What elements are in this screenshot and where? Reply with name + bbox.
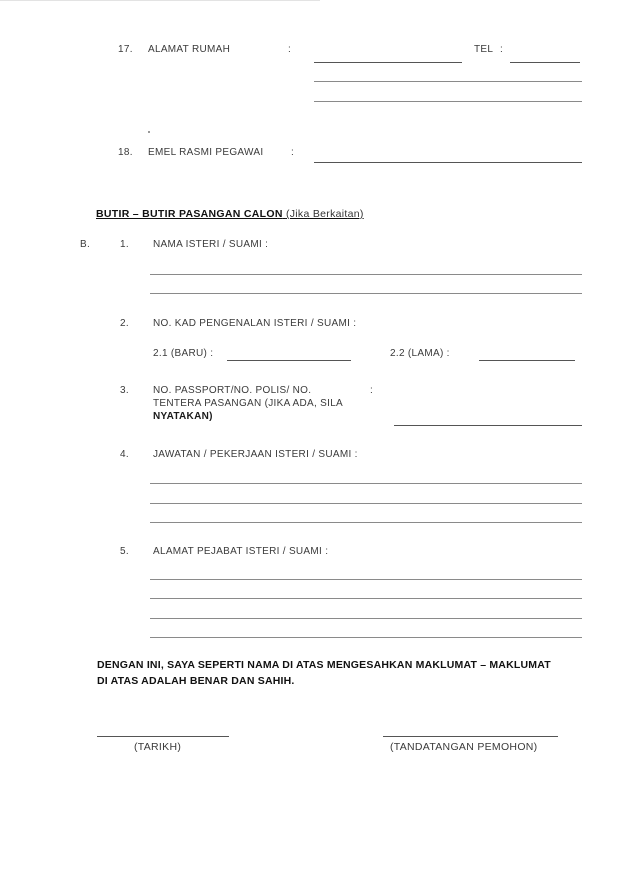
q-b3-label-line3: NYATAKAN) [153, 411, 213, 422]
section-b-heading-note: (Jika Berkaitan) [285, 208, 364, 220]
q-b3-label-line2: TENTERA PASANGAN (JIKA ADA, SILA [153, 398, 344, 409]
date-field[interactable] [97, 736, 229, 737]
q-b4-label: JAWATAN / PEKERJAAN ISTERI / SUAMI : [153, 449, 358, 460]
spouse-name-field-2[interactable] [150, 293, 582, 294]
signature-label: (TANDATANGAN PEMOHON) [390, 741, 538, 753]
tel-label: TEL [474, 44, 494, 55]
ic-old-label: 2.2 (LAMA) : [390, 348, 450, 359]
q18-colon: : [291, 147, 295, 158]
spouse-occupation-field-1[interactable] [150, 483, 582, 484]
declaration-line-1: DENGAN INI, SAYA SEPERTI NAMA DI ATAS MENGESAHKAN MAKLUMAT – MAKLUMAT [97, 659, 551, 671]
spouse-office-address-field-3[interactable] [150, 618, 582, 619]
q-b1-number: 1. [120, 239, 129, 250]
tel-colon: : [500, 44, 504, 55]
q-b5-number: 5. [120, 546, 129, 557]
passport-police-army-field[interactable] [394, 425, 582, 426]
q-b2-label: NO. KAD PENGENALAN ISTERI / SUAMI : [153, 318, 357, 329]
spouse-office-address-field-4[interactable] [150, 637, 582, 638]
spouse-office-address-field-2[interactable] [150, 598, 582, 599]
scan-edge-line [0, 0, 320, 1]
q17-number: 17. [118, 44, 133, 55]
scan-speck [148, 131, 150, 133]
official-email-field[interactable] [314, 162, 582, 163]
section-b-heading [96, 208, 364, 220]
q-b1-label: NAMA ISTERI / SUAMI : [153, 239, 269, 250]
q18-label: EMEL RASMI PEGAWAI [148, 147, 264, 158]
q17-label: ALAMAT RUMAH [148, 44, 231, 55]
spouse-occupation-field-3[interactable] [150, 522, 582, 523]
ic-old-field[interactable] [479, 360, 575, 361]
declaration-line-2: DI ATAS ADALAH BENAR DAN SAHIH. [97, 675, 295, 687]
section-b-letter: B. [80, 239, 91, 250]
ic-new-label: 2.1 (BARU) : [153, 348, 214, 359]
q-b4-number: 4. [120, 449, 129, 460]
home-address-field-3[interactable] [314, 101, 582, 102]
home-address-field-1[interactable] [314, 62, 462, 63]
signature-field[interactable] [383, 736, 558, 737]
spouse-occupation-field-2[interactable] [150, 503, 582, 504]
tel-field[interactable] [510, 62, 580, 63]
q-b2-number: 2. [120, 318, 129, 329]
q-b5-label: ALAMAT PEJABAT ISTERI / SUAMI : [153, 546, 329, 557]
spouse-name-field-1[interactable] [150, 274, 582, 275]
ic-new-field[interactable] [227, 360, 351, 361]
q-b3-label-line1: NO. PASSPORT/NO. POLIS/ NO. [153, 385, 312, 396]
q17-colon: : [288, 44, 292, 55]
q-b3-colon: : [370, 385, 374, 396]
home-address-field-2[interactable] [314, 81, 582, 82]
section-b-heading-text: BUTIR – BUTIR PASANGAN CALON [96, 208, 283, 220]
q-b3-number: 3. [120, 385, 129, 396]
date-label: (TARIKH) [134, 741, 182, 753]
q18-number: 18. [118, 147, 133, 158]
spouse-office-address-field-1[interactable] [150, 579, 582, 580]
